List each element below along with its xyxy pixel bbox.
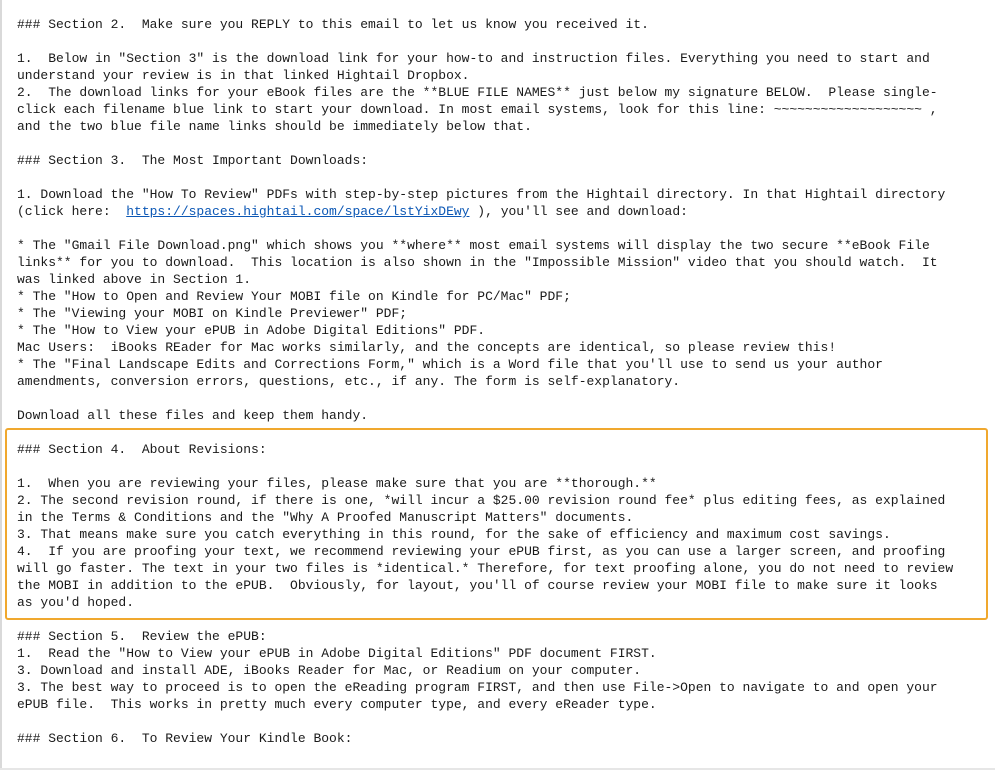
blank-line [17,713,987,730]
section-4-item-3: 3. That means make sure you catch everything in this round, for the sake of efficiency and maximum cost savings. [17,527,891,542]
section-3-item-1-line-2 [17,203,987,220]
bullet-mobi-kindle-pc: * The "How to Open and Review Your MOBI file on Kindle for PC/Mac" PDF; [17,289,571,304]
section-6-heading: ### Section 6. To Review Your Kindle Book: [17,731,353,746]
section-2-item-1-line-2: understand your review is in that linked Hightail Dropbox. [17,68,470,83]
section-2-item-2-line-3: and the two blue file name links should be immediately below that. [17,119,532,134]
section-5-heading: ### Section 5. Review the ePUB: [17,629,267,644]
section-4-item-1: 1. When you are reviewing your files, please make sure that you are **thorough.** [17,476,657,491]
section-3-item-1-line-1: 1. Download the "How To Review" PDFs with step-by-step pictures from the Hightail directory. In that Hightail directory [17,187,946,202]
section-2-heading: ### Section 2. Make sure you REPLY to this email to let us know you received it. [17,17,649,32]
section-5-item-1: 1. Read the "How to View your ePUB in Adobe Digital Editions" PDF document FIRST. [17,646,657,661]
section-5-item-3-line-2: ePUB file. This works in pretty much every computer type, and every eReader type. [17,697,657,712]
section-4-item-4-line-3: the MOBI in addition to the ePUB. Obviously, for layout, you'll of course review your MOBI file to make sure it looks [17,578,938,593]
section-4-item-2-line-2: in the Terms & Conditions and the "Why A Proofed Manuscript Matters" documents. [17,510,634,525]
section-4-item-4-line-2: will go faster. The text in your two files is *identical.* Therefore, for text proofing alone, you do not need to review [17,561,954,576]
section-4-item-4-line-1: 4. If you are proofing your text, we recommend reviewing your ePUB first, as you can use a larger screen, and proofing [17,544,946,559]
bullet-corrections-form-line-2: amendments, conversion errors, questions, etc., if any. The form is self-explanatory. [17,374,681,389]
bullet-gmail-line-1: * The "Gmail File Download.png" which shows you **where** most email systems will display the two secure **eBook File [17,238,930,253]
download-reminder: Download all these files and keep them handy. [17,408,369,423]
bullet-gmail-line-2: links** for you to download. This location is also shown in the "Impossible Mission" video that you should watch. It [17,255,938,270]
section-2-item-2-line-2: click each filename blue link to start your download. In most email systems, look for this line: ~~~~~~~~~~~~~~~~~~~ , [17,102,938,117]
blank-line [17,390,987,407]
bullet-corrections-form-line-1: * The "Final Landscape Edits and Corrections Form," which is a Word file that you'll use to send us your author [17,357,883,372]
email-body [17,16,987,747]
section-5-item-3-line-1: 3. The best way to proceed is to open the eReading program FIRST, and then use File->Open to navigate to and open your [17,680,938,695]
click-here-prefix: (click here: [17,204,127,219]
window-left-edge [0,0,2,770]
click-here-suffix: ), you'll see and download: [469,204,688,219]
section-3-heading: ### Section 3. The Most Important Downloads: [17,153,369,168]
blank-line [17,458,987,475]
section-2-item-2-line-1: 2. The download links for your eBook files are the **BLUE FILE NAMES** just below my signature BELOW. Please single- [17,85,938,100]
bullet-epub-ade: * The "How to View your ePUB in Adobe Digital Editions" PDF. [17,323,486,338]
section-5-item-2: 3. Download and install ADE, iBooks Reader for Mac, or Readium on your computer. [17,663,642,678]
section-4-item-4-line-4: as you'd hoped. [17,595,135,610]
blank-line [17,220,987,237]
blank-line [17,33,987,50]
mac-users-note: Mac Users: iBooks REader for Mac works similarly, and the concepts are identical, so please review this! [17,340,837,355]
blank-line [17,135,987,152]
blank-line [17,611,987,628]
section-4-item-2-line-1: 2. The second revision round, if there is one, *will incur a $25.00 revision round fee* plus editing fees, as explained [17,493,946,508]
blank-line [17,424,987,441]
hightail-space-link[interactable]: https://spaces.hightail.com/space/lstYixDEwy [126,204,470,219]
bullet-gmail-line-3: was linked above in Section 1. [17,272,252,287]
blank-line [17,169,987,186]
section-2-item-1-line-1: 1. Below in "Section 3" is the download link for your how-to and instruction files. Everything you need to start and [17,51,930,66]
section-4-heading: ### Section 4. About Revisions: [17,442,267,457]
bullet-mobi-previewer: * The "Viewing your MOBI on Kindle Previewer" PDF; [17,306,408,321]
